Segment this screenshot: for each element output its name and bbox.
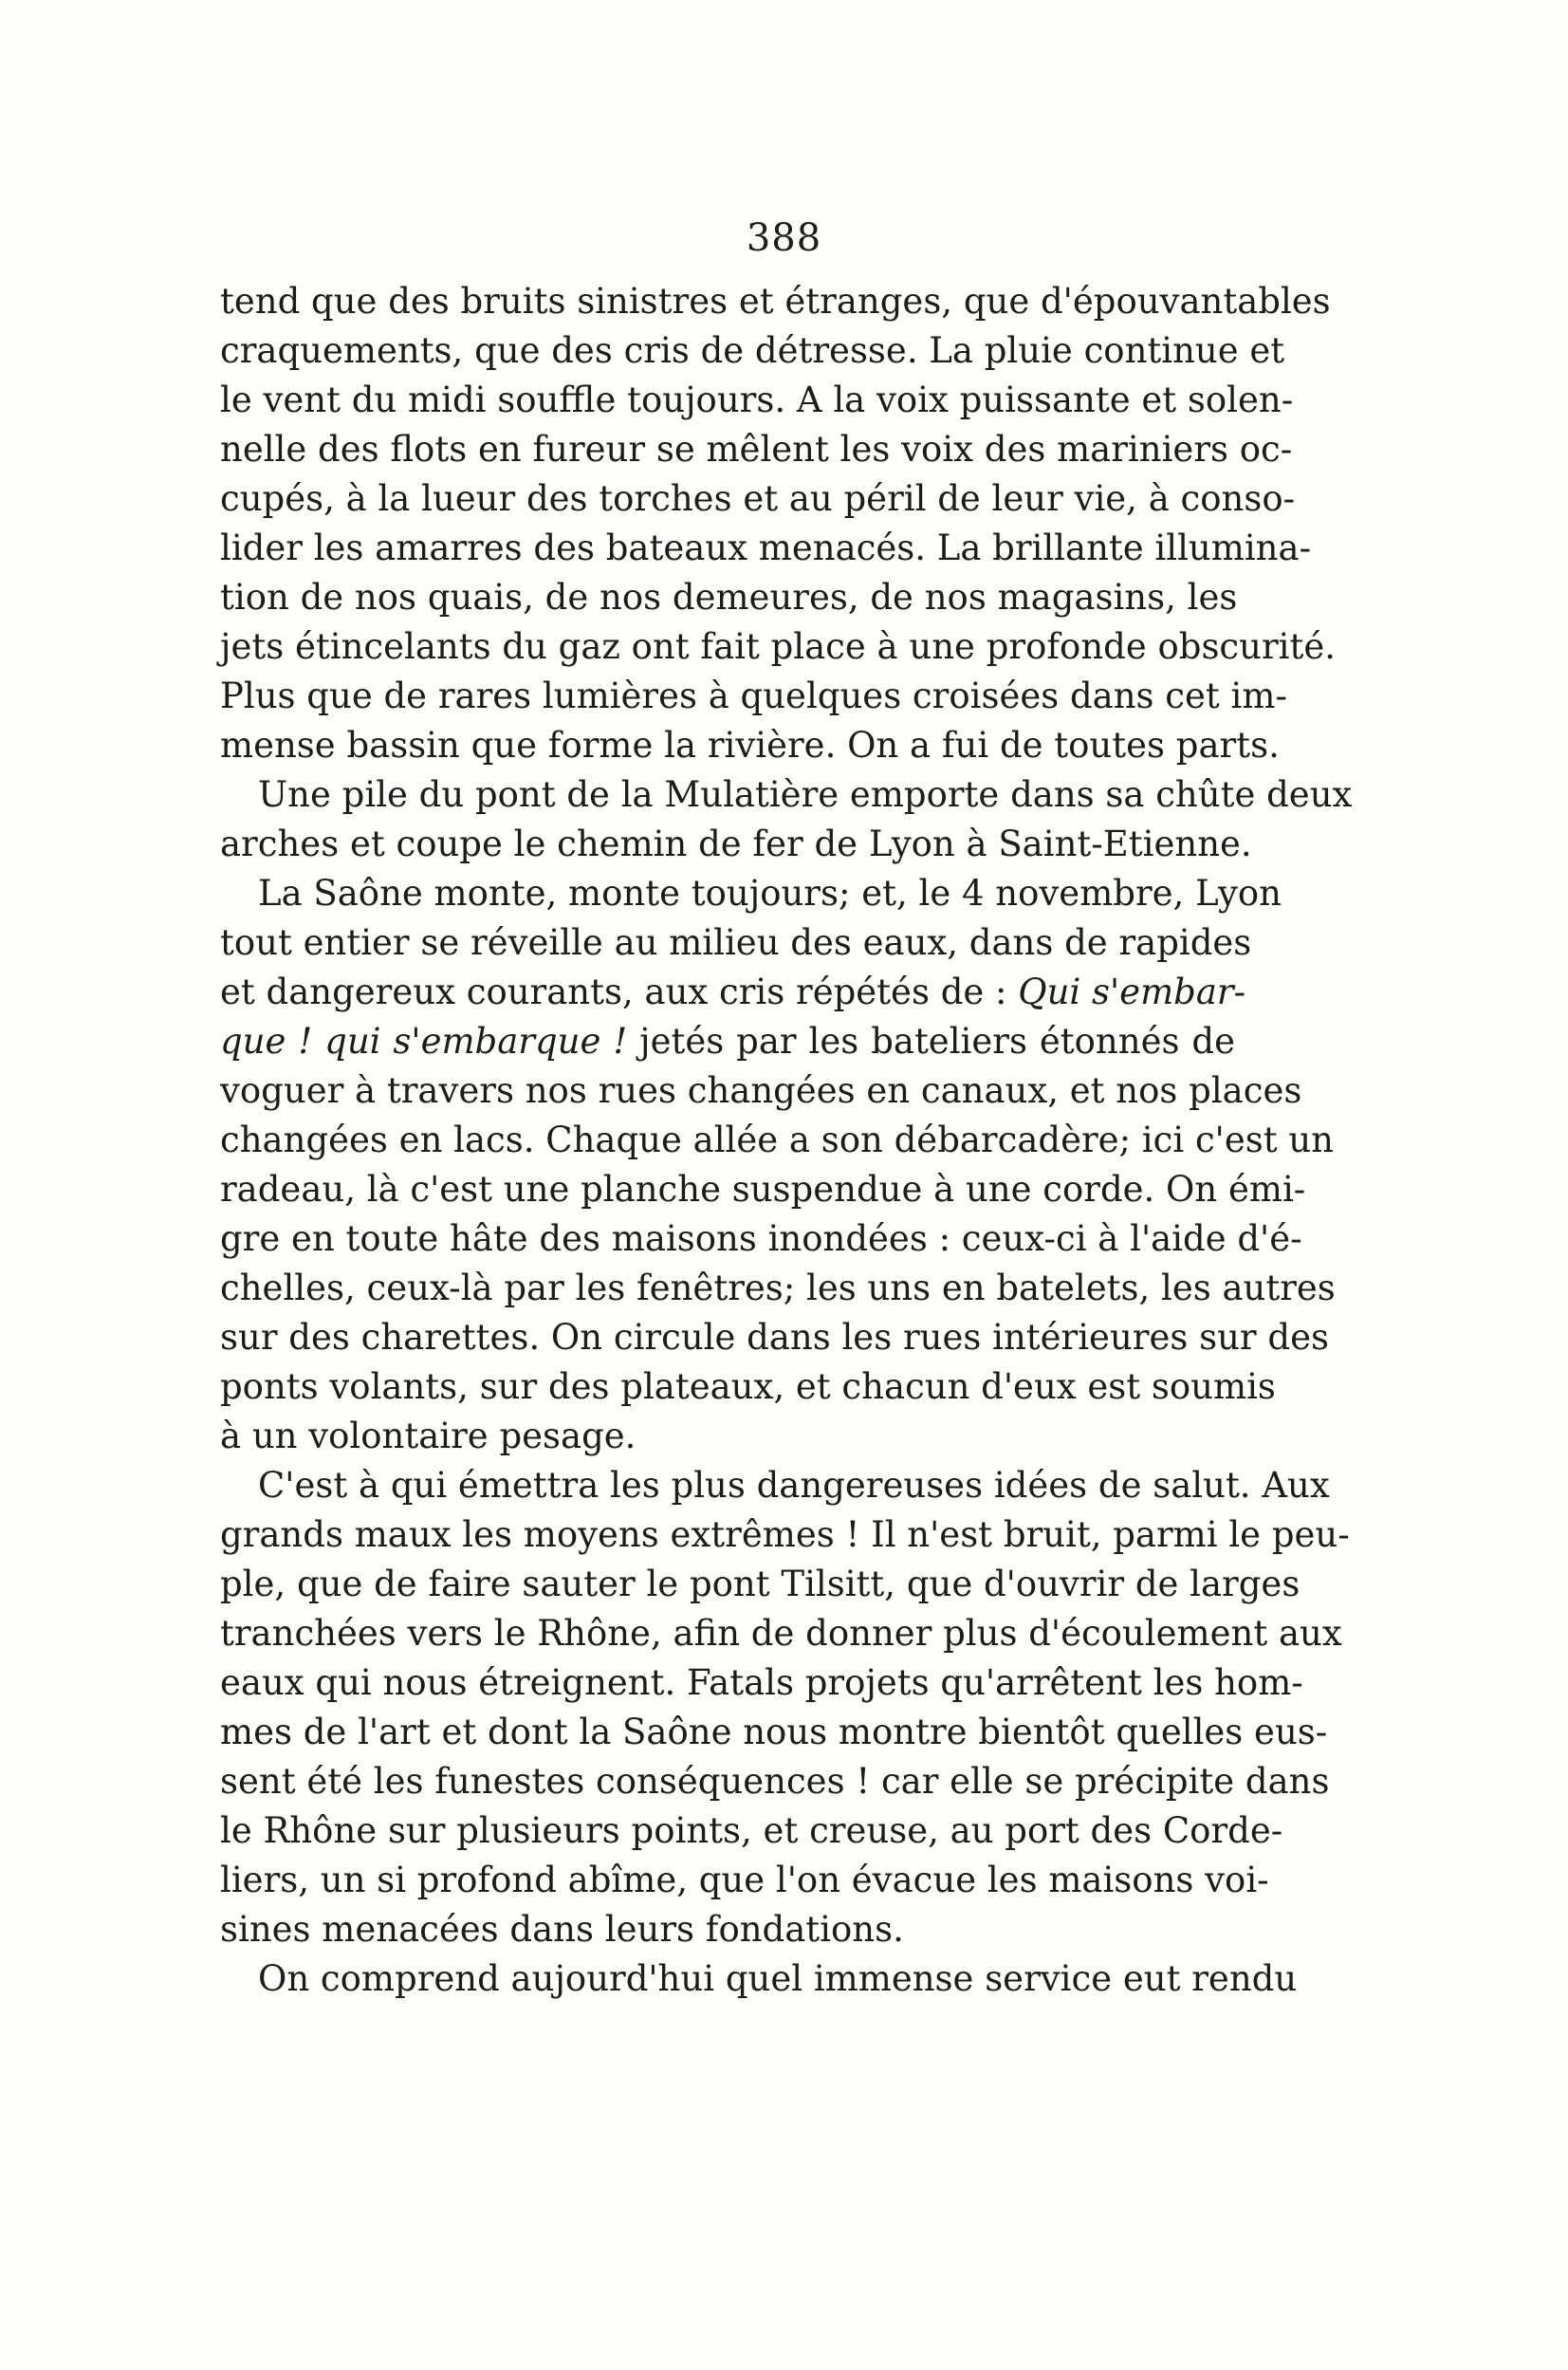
italic-text: que ! — [220, 1021, 325, 1062]
text-line — [220, 968, 1246, 1017]
text-line: sines menacées dans leurs fondations. — [220, 1909, 904, 1950]
text-line: sent été les funestes conséquences ! car elle se précipite dans — [220, 1761, 1330, 1802]
text-line: arches et coupe le chemin de fer de Lyon à Saint-Etienne. — [220, 824, 1252, 864]
text-line: lider les amarres des bateaux menacés. La brillante illumina- — [220, 528, 1312, 568]
text-line: jets étincelants du gaz ont fait place à une profonde obscurité. — [220, 626, 1337, 667]
text-line: Une pile du pont de la Mulatière emporte dans sa chûte deux — [258, 774, 1353, 815]
text-line: mes de l'art et dont la Saône nous montre bientôt quelles eus- — [220, 1712, 1328, 1752]
text-segment: et dangereux courants, aux cris répétés de : — [220, 972, 1019, 1012]
text-line — [220, 1017, 1235, 1066]
text-segment: jetés par les bateliers étonnés de — [627, 1021, 1235, 1062]
italic-text: Qui s'embar- — [1018, 972, 1246, 1012]
page-number: 388 — [746, 216, 822, 260]
text-line: radeau, là c'est une planche suspendue à une corde. On émi- — [220, 1169, 1306, 1210]
text-line: tranchées vers le Rhône, afin de donner plus d'écoulement aux — [220, 1613, 1342, 1654]
text-line: cupés, à la lueur des torches et au péril de leur vie, à conso- — [220, 478, 1296, 519]
text-line: gre en toute hâte des maisons inondées : ceux-ci à l'aide d'é- — [220, 1218, 1302, 1259]
text-line: tout entier se réveille au milieu des eaux, dans de rapides — [220, 922, 1252, 963]
text-line: La Saône monte, monte toujours; et, le 4 novembre, Lyon — [258, 873, 1282, 914]
text-line: grands maux les moyens extrêmes ! Il n'est bruit, parmi le peu- — [220, 1514, 1350, 1555]
text-line: tion de nos quais, de nos demeures, de nos magasins, les — [220, 577, 1238, 618]
text-line: nelle des flots en fureur se mêlent les voix des mariniers oc- — [220, 429, 1293, 470]
text-line: Plus que de rares lumières à quelques croisées dans cet im- — [220, 676, 1287, 716]
text-line: le Rhône sur plusieurs points, et creuse, au port des Corde- — [220, 1810, 1283, 1851]
text-line: voguer à travers nos rues changées en canaux, et nos places — [220, 1070, 1302, 1111]
text-line: C'est à qui émettra les plus dangereuses idées de salut. Aux — [258, 1465, 1330, 1506]
body-text — [220, 277, 1353, 2004]
text-line: changées en lacs. Chaque allée a son débarcadère; ici c'est un — [220, 1120, 1335, 1160]
text-line: eaux qui nous étreignent. Fatals projets qu'arrêtent les hom- — [220, 1662, 1303, 1703]
text-line: On comprend aujourd'hui quel immense service eut rendu — [258, 1958, 1298, 1999]
text-line: mense bassin que forme la rivière. On a fui de toutes parts. — [220, 725, 1280, 766]
text-line: le vent du midi souffle toujours. A la voix puissante et solen- — [220, 380, 1294, 420]
text-line: sur des charettes. On circule dans les rues intérieures sur des — [220, 1317, 1329, 1358]
text-line: ple, que de faire sauter le pont Tilsitt, que d'ouvrir de larges — [220, 1564, 1301, 1604]
text-line: liers, un si profond abîme, que l'on évacue les maisons voi- — [220, 1860, 1269, 1900]
text-line: chelles, ceux-là par les fenêtres; les uns en batelets, les autres — [220, 1268, 1336, 1308]
text-line: tend que des bruits sinistres et étranges, que d'épouvantables — [220, 281, 1331, 322]
text-line: ponts volants, sur des plateaux, et chacun d'eux est soumis — [220, 1366, 1276, 1407]
italic-text: qui s'embarque ! — [324, 1021, 628, 1062]
text-line: à un volontaire pesage. — [220, 1416, 636, 1456]
text-line: craquements, que des cris de détresse. La pluie continue et — [220, 330, 1285, 371]
